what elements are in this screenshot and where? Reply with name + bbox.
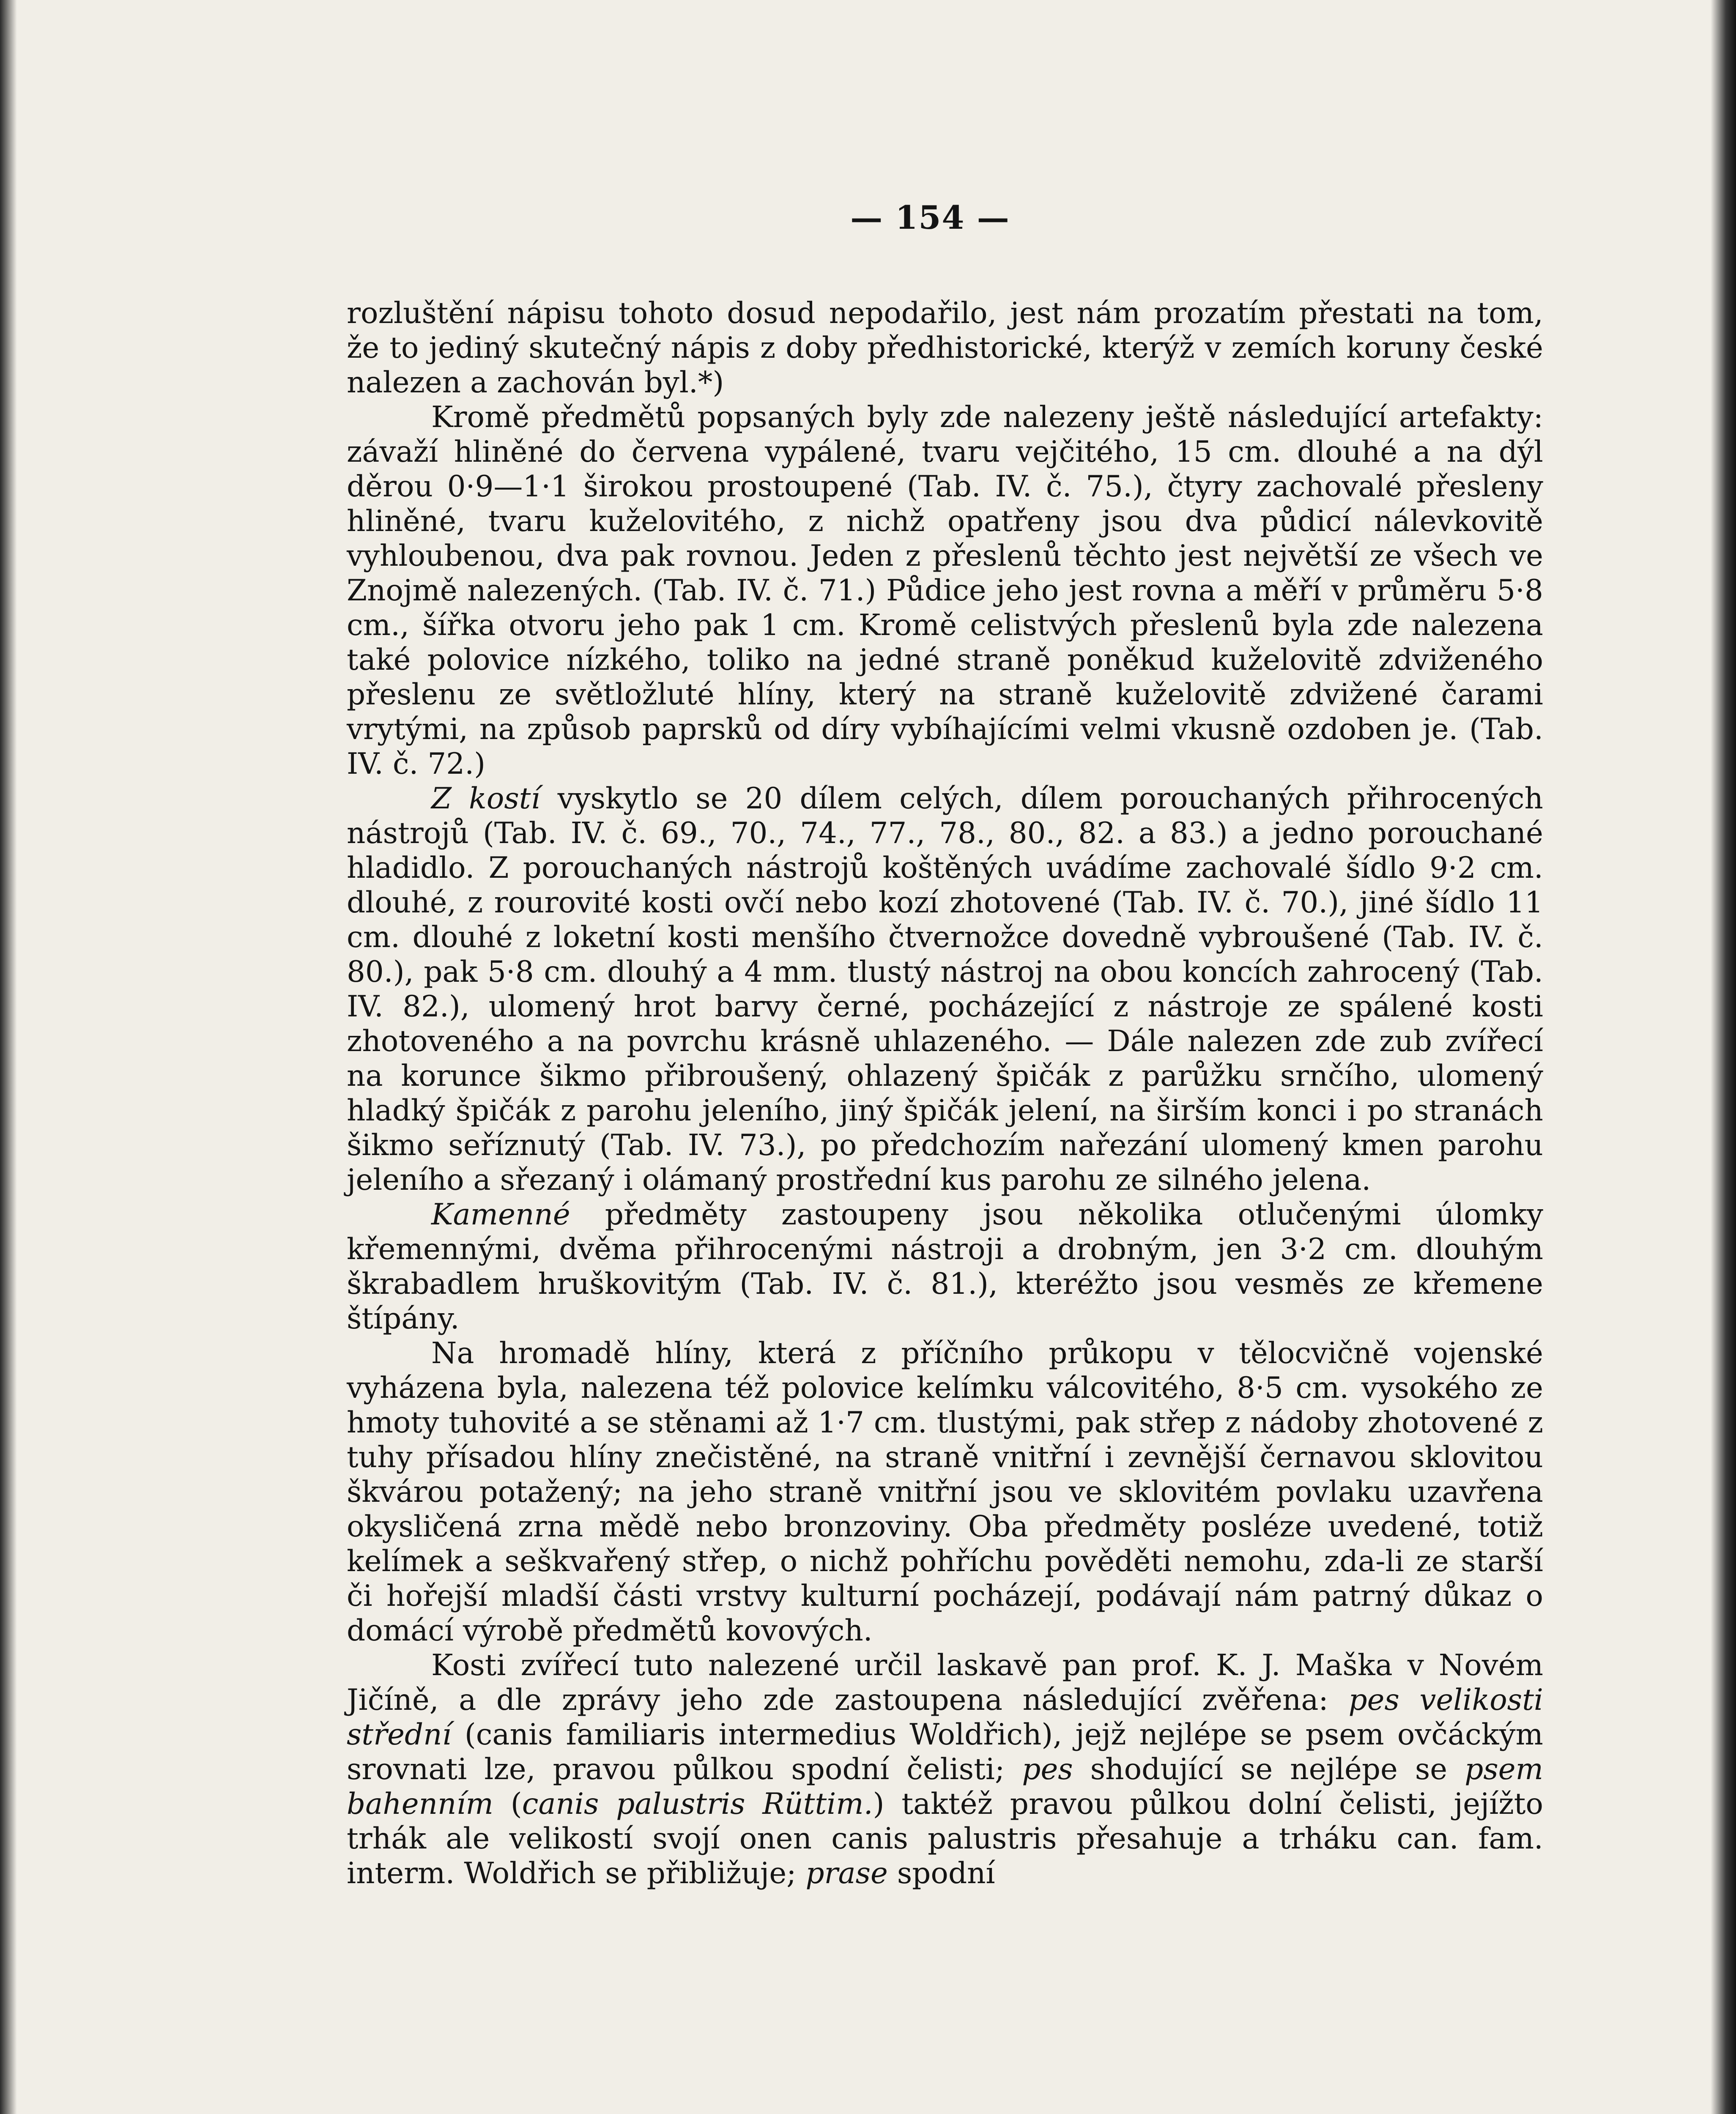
paragraph-lead: Kamenné — [431, 1198, 570, 1232]
paragraph-text: spodní — [887, 1857, 995, 1890]
species-term: pes — [1022, 1753, 1073, 1786]
paragraph — [347, 1648, 1543, 1891]
page-edge-right — [1711, 0, 1736, 2114]
species-term: prase — [805, 1857, 888, 1890]
paragraph: rozluštění nápisu tohoto dosud nepodařilo, jest nám prozatím přestati na tom, že to jediný skutečný nápis z doby předhistorické, kterýž v zemích koruny české nalezen a zachován byl.*) — [347, 296, 1543, 400]
page-edge-left — [0, 0, 17, 2114]
paragraph — [347, 781, 1543, 1197]
paragraph-lead: Z kostí — [431, 782, 540, 816]
paragraph-text: předměty zastoupeny jsou několika otlučenými úlomky křemennými, dvěma přihrocenými nástroji a drobným, jen 3·2 cm. dlouhým škrabadlem hruškovitým (Tab. IV. č. 81.), kteréžto jsou vesměs ze křemene štípány. — [347, 1198, 1543, 1336]
paragraph-text: Kosti zvířecí tuto nalezené určil laskavě pan prof. K. J. Maška v Novém Jičíně, a dle zprávy jeho zde zastoupena následující zvěřena: — [347, 1648, 1543, 1717]
species-term: canis palustris Rüttim. — [522, 1787, 873, 1821]
paragraph-text: vyskytlo se 20 dílem celých, dílem porouchaných přihrocených nástrojů (Tab. IV. č. 69., 70., 74., 77., 78., 80., 82. a 83.) a jedno porouchané hladidlo. Z porouchaných nástrojů koštěných uvádíme zachovalé šídlo 9·2 cm. dlouhé, z rourovité kosti ovčí nebo kozí zhotovené (Tab. IV. č. 70.), jiné šídlo 11 cm. dlouhé z loketní kosti menšího čtvernožce dovedně vybroušené (Tab. IV. č. 80.), pak 5·8 cm. dlouhý a 4 mm. tlustý nástroj na obou koncích zahrocený (Tab. IV. 82.), ulomený hrot barvy černé, pocházející z nástroje ze spálené kosti zhotoveného a na povrchu krásně uhlazeného. — Dále nalezen zde zub zvířecí na korunce šikmo přibroušený, ohlazený špičák z parůžku srnčího, ulomený hladký špičák z parohu jeleního, jiný špičák jelení, na širším konci i po stranách šikmo seříznutý (Tab. IV. 73.), po předchozím nařezání ulomený kmen parohu jeleního a sřezaný i olámaný prostřední kus parohu ze silného jelena. — [347, 782, 1543, 1197]
paragraph: Kromě předmětů popsaných byly zde nalezeny ještě následující artefakty: závaží hliněné do červena vypálené, tvaru vejčitého, 15 cm. dlouhé a na dýl děrou 0·9—1·1 širokou prostoupené (Tab. IV. č. 75.), čtyry zachovalé přesleny hliněné, tvaru kuželovitého, z nichž opatřeny jsou dva půdicí nálevkovitě vyhloubenou, dva pak rovnou. Jeden z přeslenů těchto jest největší ze všech ve Znojmě nalezených. (Tab. IV. č. 71.) Půdice jeho jest rovna a měří v průměru 5·8 cm., šířka otvoru jeho pak 1 cm. Kromě celistvých přeslenů byla zde nalezena také polovice nízkého, toliko na jedné straně poněkud kuželovitě zdviženého přeslenu ze světložluté hlíny, který na straně kuželovitě zdvižené čarami vrytými, na způsob paprsků od díry vybíhajícími velmi vkusně ozdoben je. (Tab. IV. č. 72.) — [347, 400, 1543, 781]
body-text — [347, 296, 1543, 1891]
species-term: psem bahenním — [347, 1753, 1543, 1821]
paragraph-text: shodující se nejlépe se — [1073, 1753, 1465, 1786]
paragraph — [347, 1197, 1543, 1336]
paragraph-text: ( — [493, 1787, 522, 1821]
species-term: pes velikosti střední — [347, 1683, 1543, 1752]
page-number: — 154 — — [850, 199, 1010, 236]
paragraph-text: ) taktéž pravou půlkou dolní čelisti, jejížto trhák ale velikostí svojí onen canis palustris přesahuje a trháku can. fam. interm. Woldřich se přibližuje; — [347, 1787, 1543, 1890]
paragraph: Na hromadě hlíny, která z příčního průkopu v tělocvičně vojenské vyházena byla, nalezena též polovice kelímku válcovitého, 8·5 cm. vysokého ze hmoty tuhovité a se stěnami až 1·7 cm. tlustými, pak střep z nádoby zhotovené z tuhy přísadou hlíny znečistěné, na straně vnitřní i zevnější černavou sklovitou škvárou potažený; na jeho straně vnitřní jsou ve sklovitém povlaku uzavřena okysličená zrna mědě nebo bronzoviny. Oba předměty posléze uvedené, totiž kelímek a seškvařený střep, o nichž pohříchu pověděti nemohu, zda-li ze starší či hořejší mladší části vrstvy kulturní pocházejí, podávají nám patrný důkaz o domácí výrobě předmětů kovových. — [347, 1336, 1543, 1648]
paragraph-text: (canis familiaris intermedius Woldřich), jejž nejlépe se psem ovčáckým srovnati lze, pravou půlkou spodní čelisti; — [347, 1718, 1543, 1786]
